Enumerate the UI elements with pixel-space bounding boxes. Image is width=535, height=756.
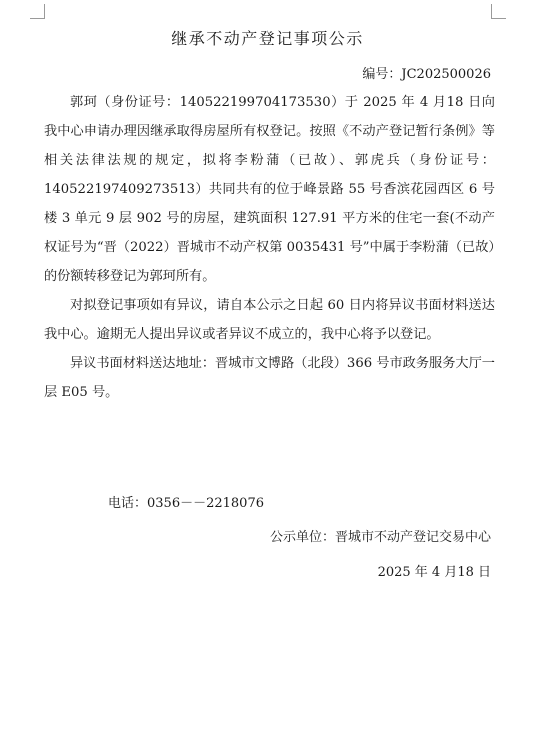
paragraph-application: 郭珂（身份证号：140522199704173530）于 2025 年 4 月18 日向我中心申请办理因继承取得房屋所有权登记。按照《不动产登记暂行条例》等相关法律法规的规定，拟将李粉蒲（已故）、郭虎兵（身份证号：140522197409273513）共同共有的位于峰景路 55 号香滨花园西区 6 号楼 3 单元 9 层 902 号的房屋，建筑面积 127.91 平方米的住宅一套(不动产权证号为“晋（2022）晋城市不动产权第 0035431 号”中属于李粉蒲（已故）的份额转移登记为郭珂所有。 xyxy=(44,95,495,284)
crop-mark-top-left xyxy=(30,4,45,19)
issue-date: 2025 年 4 月18 日 xyxy=(377,565,491,580)
paragraph-objection-period: 对拟登记事项如有异议，请自本公示之日起 60 日内将异议书面材料送达我中心。逾期无人提出异议或者异议不成立的，我中心将予以登记。 xyxy=(44,298,495,342)
document-title: 继承不动产登记事项公示 xyxy=(171,29,364,48)
issuing-unit: 公示单位：晋城市不动产登记交易中心 xyxy=(269,530,491,545)
document-body xyxy=(44,88,495,407)
document-number: 编号：JC202500026 xyxy=(362,67,491,82)
paragraph-objection-address: 异议书面材料送达地址：晋城市文博路（北段）366 号市政务服务大厅一层 E05 号。 xyxy=(44,356,495,400)
contact-phone: 电话：0356－－2218076 xyxy=(108,496,264,511)
crop-mark-top-right xyxy=(491,4,506,19)
